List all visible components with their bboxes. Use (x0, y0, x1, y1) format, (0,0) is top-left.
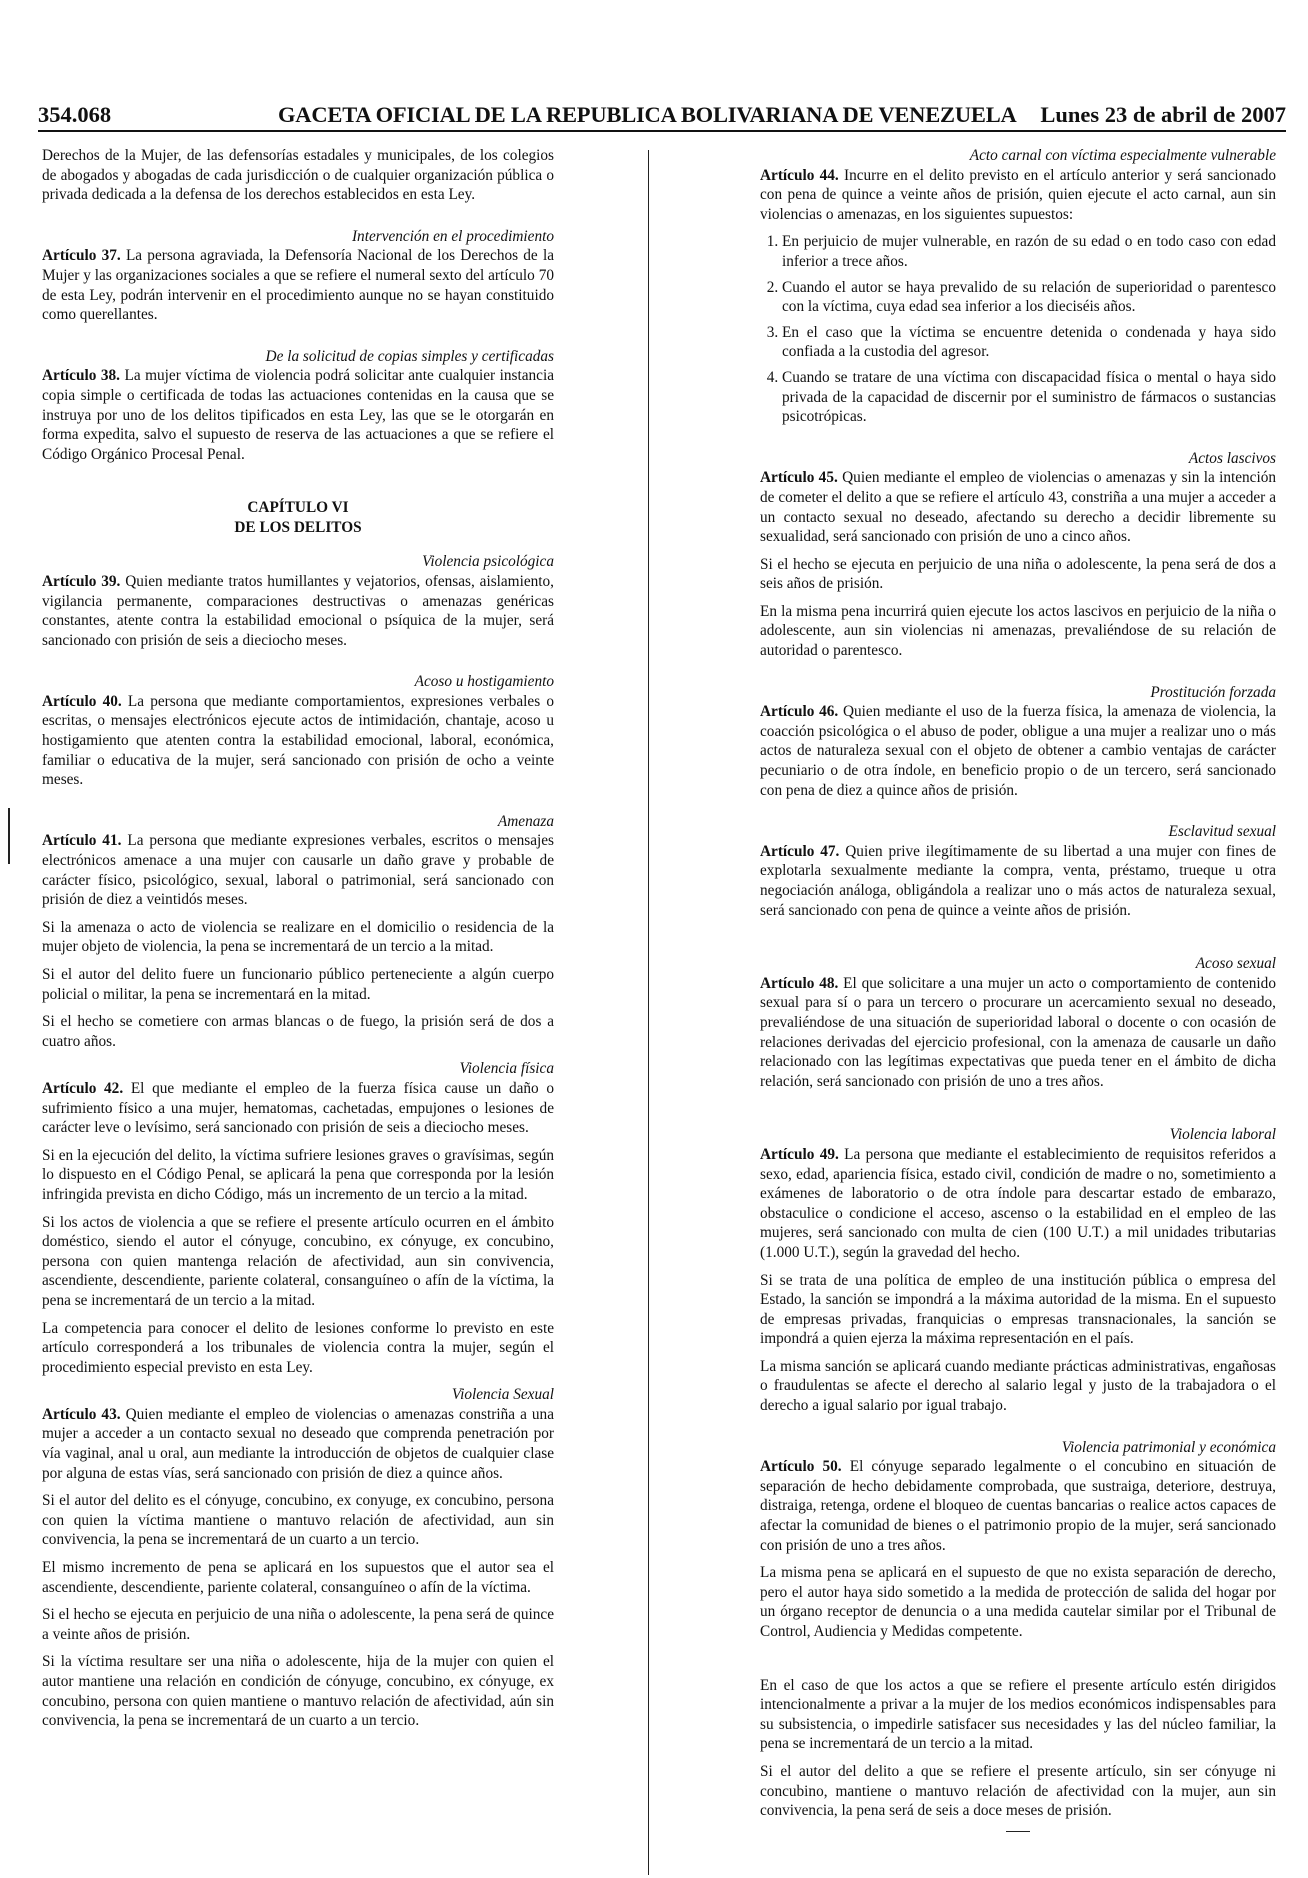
article-text: Quien mediante el empleo de violencias o amenazas y sin la intención de cometer el delito a que se refiere el artículo 43, constriña a una mujer a acceder a un contacto sexual no deseado, afectando su derecho a decidir libremente su sexualidad, será sancionado con prisión de uno a cinco años. (760, 469, 1277, 546)
article-heading: Actos lascivos (1188, 449, 1276, 467)
article-heading: Violencia Sexual (451, 1386, 554, 1404)
article-text: Quien mediante el uso de la fuerza física, la amenaza de violencia, la coacción psicológica o el abuso de poder, obligue a una mujer a realizar uno o más actos de naturaleza sexual con el objeto de obtener a cambio ventajas de carácter pecuniario o de otra índole, en beneficio propio o de un tercero, será sancionado con pena de diez a quince años de prisión. (760, 703, 1276, 799)
paragraph: Si en la ejecución del delito, la víctima sufriere lesiones graves o gravísimas, según lo dispuesto en el Código Penal, se aplicará la pena que corresponda por la lesión infringida prevista en dicho Código, más un incremento de un tercio a la mitad. (42, 1146, 554, 1203)
article-label: Artículo 47. (760, 842, 840, 860)
article-38 (42, 366, 554, 464)
article-text: La persona agraviada, la Defensoría Nacional de los Derechos de la Mujer y las organizaciones sociales a que se refiere el numeral sexto del artículo 70 de esta Ley, podrán intervenir en el procedimiento aunque no se hayan constituido como querellantes. (42, 247, 554, 324)
article-label: Artículo 38. (42, 367, 120, 385)
article-text: El cónyuge separado legalmente o el concubino en situación de separación de hecho debidamente comprobada, que sustraiga, deteriore, destruya, distraiga, retenga, ordene el bloqueo de cuentas bancarias o realice actos capaces de afectar la comunidad de bienes o el patrimonio propio de la mujer, será sancionado con prisión de uno a tres años. (760, 1458, 1277, 1554)
paragraph: Si el hecho se cometiere con armas blancas o de fuego, la prisión será de dos a cuatro años. (42, 1013, 554, 1050)
article-text: La mujer víctima de violencia podrá solicitar ante cualquier instancia copia simple o certificada de todas las actuaciones contenidas en la causa que se instruya por uno de los delitos tipificados en esta Ley, las que se le otorgarán en forma expedita, salvo el supuesto de reserva de las actuaciones a que se refiere el Código Orgánico Procesal Penal. (42, 367, 554, 463)
paragraph: Si el hecho se ejecuta en perjuicio de una niña o adolescente, la pena será de dos a seis años de prisión. (760, 555, 1276, 593)
paragraph: La misma pena se aplicará en el supuesto de que no exista separación de derecho, pero el autor haya sido sometido a la medida de protección de salida del hogar por un órgano receptor de denuncia o a una medida cautelar similar por el Tribunal de Control, Audiencia y Medidas competente. (760, 1564, 1276, 1640)
article-heading: Acoso sexual (1195, 955, 1276, 973)
article-46 (760, 702, 1276, 800)
article-label: Artículo 49. (760, 1145, 839, 1163)
right-column (760, 146, 1276, 1832)
article-heading: Violencia laboral (1169, 1126, 1276, 1144)
article-text: Quien mediante el empleo de violencias o amenazas constriña a una mujer a acceder a un contacto sexual no deseado que comprenda penetración por vía vaginal, anal u oral, aun mediante la introducción de objetos de cualquier clase por alguna de estas vías, será sancionado con prisión de diez a quince años. (42, 1405, 554, 1482)
paragraph: Si la amenaza o acto de violencia se realizare en el domicilio o residencia de la mujer objeto de violencia, la pena se incrementará de un tercio a la mitad. (42, 918, 554, 956)
article-heading: Violencia física (459, 1060, 554, 1078)
article-label: Artículo 39. (42, 572, 121, 590)
article-47 (760, 842, 1276, 920)
article-heading: Violencia psicológica (422, 553, 554, 571)
publication-title: GACETA OFICIAL DE LA REPUBLICA BOLIVARIANA DE VENEZUELA (278, 102, 1017, 127)
article-39 (42, 572, 554, 650)
left-column (42, 146, 554, 1739)
article-43 (42, 1405, 554, 1483)
paragraph: Si los actos de violencia a que se refiere el presente artículo ocurren en el ámbito doméstico, siendo el autor el cónyuge, concubino, ex cónyuge, ex concubino, persona con quien mantenga relación de afectividad, aun sin convivencia, ascendiente, descendiente, pariente colateral, consanguíneo o afín de la víctima, la pena se incrementará de un tercio a la mitad. (42, 1213, 554, 1309)
article-heading: Violencia patrimonial y económica (1061, 1438, 1276, 1456)
article-text: El que mediante el empleo de la fuerza física cause un daño o sufrimiento físico a una mujer, hematomas, cachetadas, empujones o lesiones de carácter leve o levísimo, será sancionado con prisión de seis a dieciocho meses. (42, 1079, 554, 1137)
article-text: La persona que mediante expresiones verbales, escritos o mensajes electrónicos amenace a una mujer con causarle un daño grave y probable de carácter físico, psicológico, sexual, laboral o patrimonial, será sancionado con prisión de diez a veintidós meses. (42, 832, 554, 909)
article-label: Artículo 46. (760, 703, 839, 721)
publication-date: Lunes 23 de abril de 2007 (1040, 102, 1286, 127)
article-label: Artículo 40. (42, 692, 122, 710)
paragraph: Si el autor del delito es el cónyuge, concubino, ex conyuge, ex concubino, persona con quien la víctima mantiene o mantuvo relación de afectividad, aun sin convivencia, la pena se incrementará de un cuarto a un tercio. (42, 1492, 554, 1549)
paragraph: Si se trata de una política de empleo de una institución pública o empresa del Estado, la sanción se impondrá a la máxima autoridad de la misma. En el supuesto de empresas privadas, franquicias o empresas transnacionales, la sanción se impondrá a quien ejerza la máxima representación en el país. (760, 1271, 1276, 1348)
paragraph: Si el hecho se ejecuta en perjuicio de una niña o adolescente, la pena será de quince a veinte años de prisión. (42, 1606, 554, 1643)
article-text: Quien prive ilegítimamente de su libertad a una mujer con fines de explotarla sexualmente mediante la compra, venta, préstamo, trueque u otra negociación análoga, obligándola a realizar uno o más actos de naturaleza sexual, será sancionado con pena de quince a veinte años de prisión. (760, 842, 1276, 919)
page-header (38, 100, 1286, 132)
paragraph: La misma sanción se aplicará cuando mediante prácticas administrativas, engañosas o fraudulentas se afecte el derecho al salario legal y justo de la trabajadora o el derecho a igual salario por igual trabajo. (760, 1357, 1276, 1415)
intro-paragraph: Derechos de la Mujer, de las defensorías estadales y municipales, de los colegios de abogados y abogadas de cada jurisdicción o de cualquier organización pública o privada dedicada a la defensa de los derechos establecidos en esta Ley. (42, 147, 554, 204)
margin-mark (8, 808, 10, 864)
article-label: Artículo 43. (42, 1405, 121, 1423)
article-45 (760, 468, 1276, 546)
article-49 (760, 1145, 1276, 1263)
list-item: 3. En el caso que la víctima se encuentre detenida o condenada y haya sido confiada a la custodia del agresor. (782, 323, 1276, 362)
article-text: La persona que mediante comportamientos, expresiones verbales o escritas, o mensajes electrónicos ejecute actos de intimidación, chantaje, acoso u hostigamiento que atenten contra la estabilidad emocional, laboral, económica, familiar o educativa de la mujer, será sancionado con prisión de ocho a veinte meses. (42, 692, 554, 789)
paragraph: Si la víctima resultare ser una niña o adolescente, hija de la mujer con quien el autor mantiene una relación en condición de cónyuge, concubino, ex cónyuge, ex concubino, persona con quien mantiene o mantuvo relación de afectividad, aún sin convivencia, la pena se incrementará de un cuarto a un tercio. (42, 1653, 554, 1730)
article-heading: Acto carnal con víctima especialmente vulnerable (969, 147, 1276, 164)
end-rule (1006, 1831, 1030, 1832)
paragraph: El mismo incremento de pena se aplicará en los supuestos que el autor sea el ascendiente, descendiente, pariente colateral, consanguíneo o afín de la víctima. (42, 1559, 554, 1596)
article-40 (42, 692, 554, 790)
article-label: Artículo 45. (760, 469, 838, 487)
article-label: Artículo 48. (760, 974, 839, 992)
article-50 (760, 1457, 1276, 1555)
article-heading: Intervención en el procedimiento (351, 227, 554, 245)
article-text: Quien mediante tratos humillantes y vejatorios, ofensas, aislamiento, vigilancia permanente, comparaciones destructivas o amenazas genéricas constantes, atente contra la estabilidad emocional o psíquica de la mujer, será sancionado con prisión de seis a dieciocho meses. (42, 572, 554, 649)
article-37 (42, 246, 554, 324)
article-heading: De la solicitud de copias simples y certificadas (265, 347, 554, 365)
article-42 (42, 1079, 554, 1138)
article-41 (42, 831, 554, 909)
article-48 (760, 974, 1276, 1092)
article-label: Artículo 37. (42, 247, 121, 265)
numbered-list (760, 232, 1276, 426)
article-text: La persona que mediante el establecimiento de requisitos referidos a sexo, edad, apariencia física, estado civil, condición de madre o no, sometimiento a exámenes de laboratorio o de otra índole para descartar estado de embarazo, obstaculice o condicione el acceso, ascenso o la estabilidad en el empleo de las mujeres, será sancionado con multa de cien (100 U.T.) a mil unidades tributarias (1.000 U.T.), según la gravedad del hecho. (760, 1145, 1276, 1261)
column-divider (648, 150, 649, 1875)
list-item: 1. En perjuicio de mujer vulnerable, en razón de su edad o en todo caso con edad inferior a trece años. (782, 232, 1276, 271)
article-44 (760, 166, 1276, 225)
list-item: 2. Cuando el autor se haya prevalido de su relación de superioridad o parentesco con la víctima, cuya edad sea inferior a los dieciséis años. (782, 278, 1276, 317)
list-item: 4. Cuando se tratare de una víctima con discapacidad física o mental o haya sido privada de la capacidad de discernir por el suministro de fármacos o sustancias psicotrópicas. (782, 368, 1276, 427)
page-number: 354.068 (38, 102, 112, 127)
article-heading: Prostitución forzada (1150, 683, 1276, 701)
paragraph: Si el autor del delito a que se refiere el presente artículo, sin ser cónyuge ni concubino, mantiene o mantuvo relación de afectividad con la mujer, aun sin convivencia, la pena será de seis a doce meses de prisión. (760, 1762, 1276, 1820)
paragraph: La competencia para conocer el delito de lesiones conforme lo previsto en este artículo corresponderá a los tribunales de violencia contra la mujer, según el procedimiento especial previsto en esta Ley. (42, 1319, 554, 1376)
article-label: Artículo 41. (42, 832, 122, 850)
paragraph: En la misma pena incurrirá quien ejecute los actos lascivos en perjuicio de la niña o adolescente, aun sin violencias ni amenazas, prevaliéndose de su relación de autoridad o parentesco. (760, 602, 1276, 660)
article-label: Artículo 42. (42, 1079, 124, 1097)
chapter-title: DE LOS DELITOS (234, 519, 362, 537)
paragraph: En el caso de que los actos a que se refiere el presente artículo estén dirigidos intencionalmente a privar a la mujer de los medios económicos indispensables para su subsistencia, o impedirle satisfacer sus necesidades y las del núcleo familiar, la pena se incrementará de un tercio a la mitad. (760, 1676, 1276, 1753)
article-heading: Acoso u hostigamiento (414, 673, 554, 691)
article-heading: Esclavitud sexual (1168, 823, 1276, 841)
article-label: Artículo 44. (760, 166, 839, 184)
article-label: Artículo 50. (760, 1458, 842, 1476)
chapter-number: CAPÍTULO VI (247, 499, 349, 517)
article-text: El que solicitare a una mujer un acto o comportamiento de contenido sexual para sí o para un tercero o procurare un acercamiento sexual no deseado, prevaliéndose de una situación de superioridad laboral o docente o con ocasión de relaciones derivadas del ejercicio profesional, con la amenaza de causarle un daño relacionado con las legítimas expectativas que pueda tener en el ámbito de dicha relación, será sancionado con prisión de uno a tres años. (760, 974, 1276, 1090)
article-text: Incurre en el delito previsto en el artículo anterior y será sancionado con pena de quince a veinte años de prisión, quien ejecute el acto carnal, aun sin violencias o amenazas, en los siguientes supuestos: (760, 166, 1277, 223)
article-heading: Amenaza (497, 812, 554, 830)
paragraph: Si el autor del delito fuere un funcionario público perteneciente a algún cuerpo policial o militar, la pena se incrementará en la mitad. (42, 966, 554, 1003)
